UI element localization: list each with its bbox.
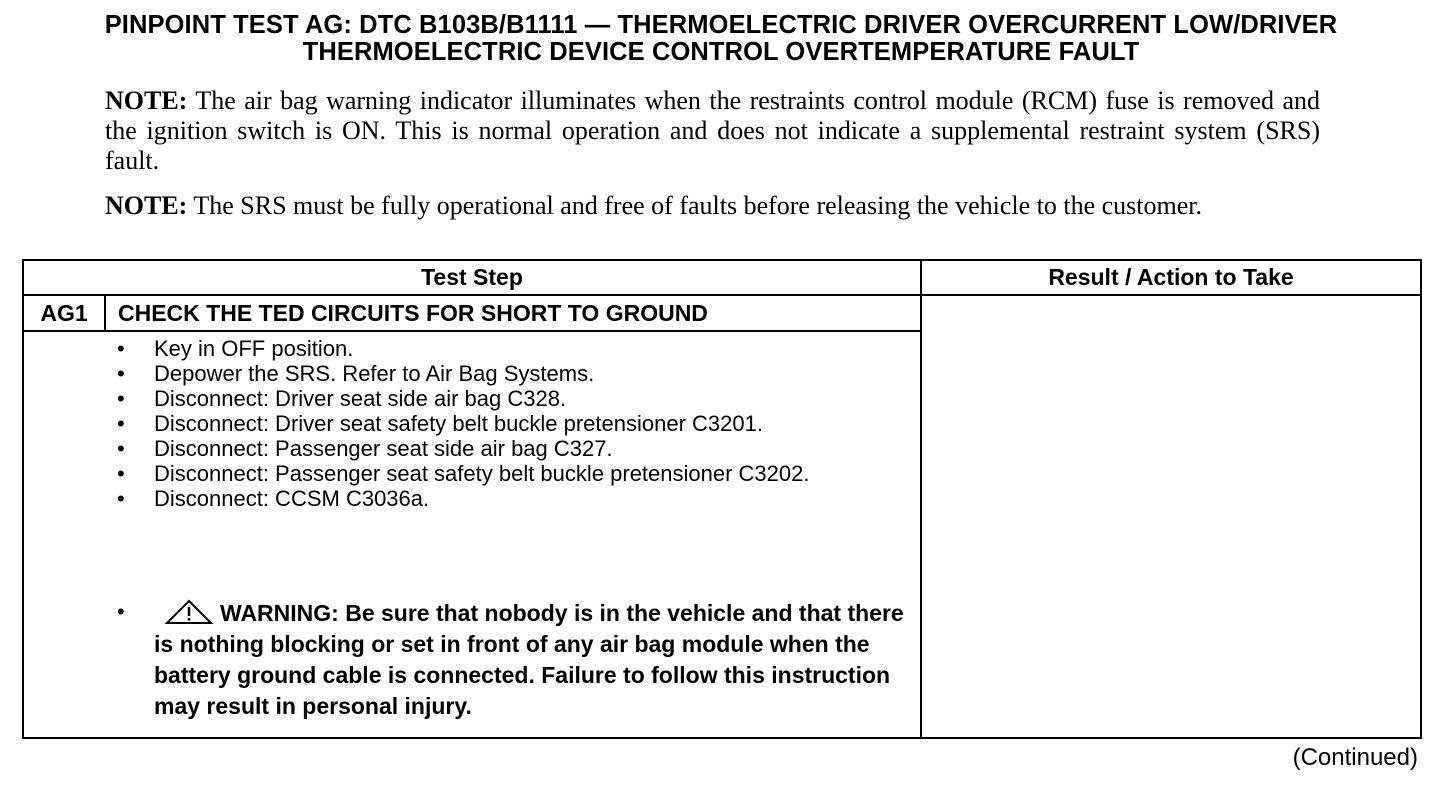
list-item: • Key in OFF position.	[115, 336, 915, 361]
step-title: CHECK THE TED CIRCUITS FOR SHORT TO GROUND	[118, 300, 708, 326]
note-airbag-indicator	[105, 86, 1320, 176]
step-id: AG1	[40, 300, 88, 326]
list-item: • Disconnect: Passenger seat side air bag C327.	[115, 436, 915, 461]
continued-label: (Continued)	[1292, 744, 1418, 771]
step-title-divider	[22, 330, 922, 332]
header-test-step: Test Step	[421, 264, 523, 290]
note-text: The SRS must be fully operational and free of faults before releasing the vehicle to the customer.	[187, 191, 1203, 220]
header-result-action: Result / Action to Take	[1048, 264, 1294, 290]
title-line-1: PINPOINT TEST AG: DTC B103B/B1111 — THERMOELECTRIC DRIVER OVERCURRENT LOW/DRIVER	[104, 11, 1338, 39]
warning-text-block	[154, 598, 914, 722]
title-line-2: THERMOELECTRIC DEVICE CONTROL OVERTEMPERATURE FAULT	[302, 38, 1140, 66]
page-title	[0, 12, 1442, 66]
step-id-divider	[104, 294, 106, 331]
note-label: NOTE:	[105, 86, 188, 115]
bullet: •	[117, 599, 125, 624]
list-item: • Depower the SRS. Refer to Air Bag Systems.	[115, 361, 915, 386]
warning-triangle-icon	[164, 599, 214, 625]
warning-text: WARNING: Be sure that nobody is in the vehicle and that there is nothing blocking or set in front of any air bag module when the battery ground cable is connected. Failure to follow this instruction may result in personal injury.	[154, 600, 904, 719]
list-item: • Disconnect: Driver seat side air bag C328.	[115, 386, 915, 411]
step-instructions	[115, 336, 915, 511]
note-text: The air bag warning indicator illuminates when the restraints control module (RCM) fuse is removed and the ignition switch is ON. This is normal operation and does not indicate a supplemental restraint system (SRS) fault.	[105, 86, 1320, 175]
list-item: • Disconnect: Driver seat safety belt buckle pretensioner C3201.	[115, 411, 915, 436]
list-item: • Disconnect: CCSM C3036a.	[115, 486, 915, 511]
note-srs-operational	[105, 191, 1320, 221]
list-item: • Disconnect: Passenger seat safety belt buckle pretensioner C3202.	[115, 461, 915, 486]
note-label: NOTE:	[105, 191, 188, 220]
